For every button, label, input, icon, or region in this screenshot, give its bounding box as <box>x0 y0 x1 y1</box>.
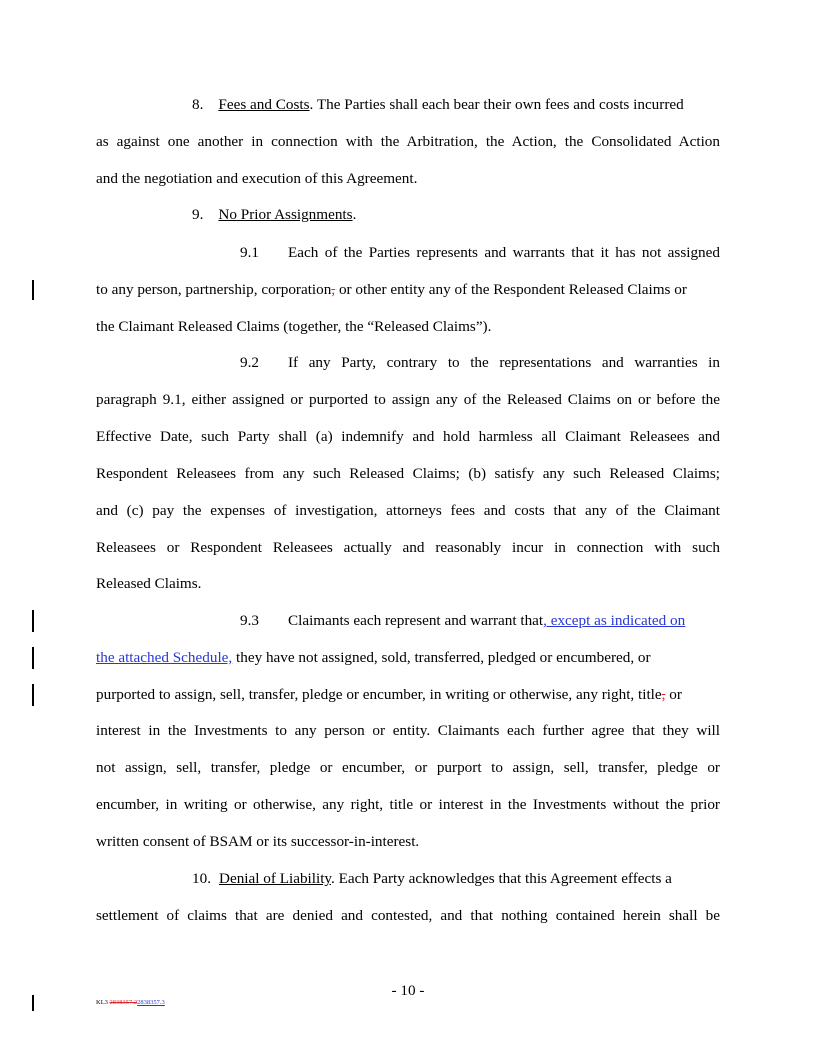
para-9-2-line-5: and (c) pay the expenses of investigation, attorneys fees and costs that any of the Claimant <box>96 502 720 519</box>
deleted-doc-number: 2838357.2 <box>109 999 138 1006</box>
para-number: 9.2 <box>240 354 259 371</box>
para-text: Each of the Parties represents and warrants that it has not assigned <box>288 244 720 261</box>
inserted-text: the attached Schedule, <box>96 649 233 666</box>
deleted-text: , <box>661 686 666 703</box>
para-9-3-line-6: encumber, in writing or otherwise, any right, title or interest in the Investments without the prior <box>96 796 720 813</box>
para-number: 9.3 <box>240 612 259 629</box>
para-text: If any Party, contrary to the representations and warranties in <box>288 354 720 371</box>
change-bar <box>32 647 34 669</box>
section-number: 10. <box>192 870 211 887</box>
section-text: . The Parties shall each bear their own fees and costs incurred <box>309 96 684 113</box>
inserted-text: , except as indicated on <box>543 612 686 629</box>
text-run: to any person, partnership, corporation <box>96 281 332 298</box>
section-10-line-2: settlement of claims that are denied and contested, and that nothing contained herein shall be <box>96 907 720 924</box>
section-number: 8. <box>192 96 204 113</box>
change-bar <box>32 995 34 1011</box>
para-9-2-line-6: Releasees or Respondent Releasees actually and reasonably incur in connection with such <box>96 539 720 556</box>
para-9-2-line-7: Released Claims. <box>96 575 202 592</box>
para-9-1-line-1 <box>240 244 720 262</box>
section-9-heading-line <box>192 206 720 224</box>
para-9-3-line-2 <box>96 649 720 667</box>
text-run: Claimants each represent and warrant that <box>288 612 544 629</box>
text-run: or other entity any of the Respondent Released Claims or <box>335 281 687 298</box>
section-heading: Fees and Costs <box>218 96 310 113</box>
section-text: . Each Party acknowledges that this Agreement effects a <box>331 870 672 887</box>
change-bar <box>32 280 34 300</box>
document-id <box>96 998 165 1008</box>
page-number: - 10 - <box>391 982 425 999</box>
section-heading: No Prior Assignments <box>218 206 353 223</box>
para-9-2-line-2: paragraph 9.1, either assigned or purported to assign any of the Released Claims on or before the <box>96 391 720 408</box>
section-8-line-2: as against one another in connection with the Arbitration, the Action, the Consolidated Action <box>96 133 720 150</box>
para-9-3-line-7: written consent of BSAM or its successor-in-interest. <box>96 833 420 850</box>
section-number: 9. <box>192 206 204 223</box>
para-9-1-line-2 <box>96 281 720 299</box>
doc-prefix: KL3 <box>96 999 110 1006</box>
para-9-2-line-4: Respondent Releasees from any such Released Claims; (b) satisfy any such Released Claims; <box>96 465 720 482</box>
text-run: or <box>665 686 682 703</box>
para-9-3-line-1 <box>240 612 724 630</box>
text-run: they have not assigned, sold, transferred, pledged or encumbered, or <box>232 649 651 666</box>
para-9-2-line-1 <box>240 354 720 372</box>
para-number: 9.1 <box>240 244 259 261</box>
para-9-3-line-5: not assign, sell, transfer, pledge or encumber, or purport to assign, sell, transfer, pledge or <box>96 759 720 776</box>
para-9-2-line-3: Effective Date, such Party shall (a) indemnify and hold harmless all Claimant Releasees and <box>96 428 720 445</box>
section-heading: Denial of Liability <box>218 870 332 887</box>
inserted-doc-number: 2838357.3 <box>137 999 165 1006</box>
text-run: purported to assign, sell, transfer, pledge or encumber, in writing or otherwise, any right, title <box>96 686 662 703</box>
section-8-line-3: and the negotiation and execution of this Agreement. <box>96 170 418 187</box>
change-bar <box>32 610 34 632</box>
change-bar <box>32 684 34 706</box>
para-9-3-line-4: interest in the Investments to any person or entity. Claimants each further agree that they will <box>96 722 720 739</box>
heading-period: . <box>352 206 357 223</box>
para-9-3-line-3 <box>96 686 720 704</box>
section-8-first-line <box>192 96 720 114</box>
section-10-first-line <box>192 870 720 888</box>
para-9-1-line-3: the Claimant Released Claims (together, the “Released Claims”). <box>96 318 492 335</box>
deleted-text: , <box>331 281 336 298</box>
